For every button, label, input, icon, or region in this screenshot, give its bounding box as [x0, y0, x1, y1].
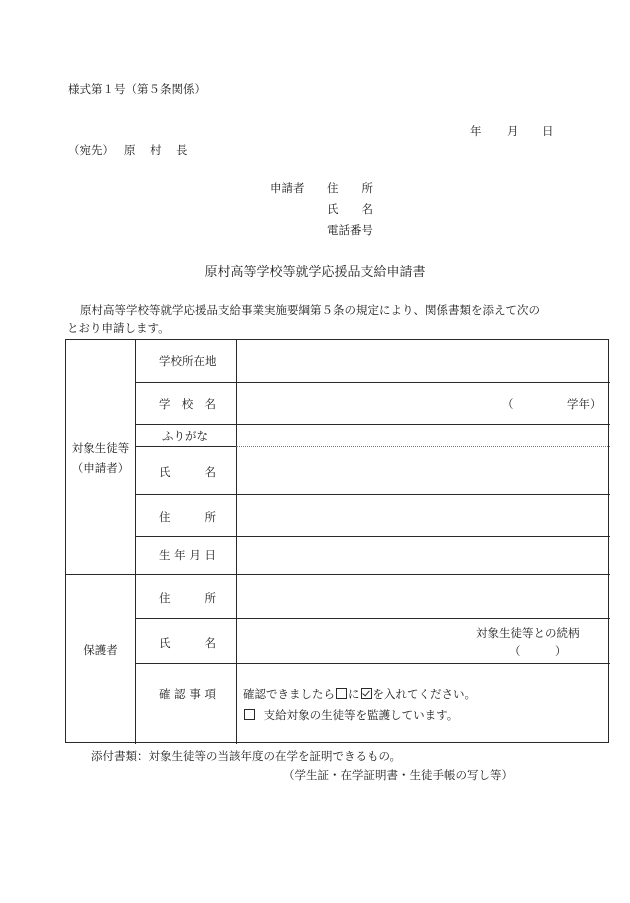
applicant-address-label: 住 所: [327, 181, 373, 195]
addressee-prefix: （宛先）: [68, 143, 114, 157]
furigana-field[interactable]: [237, 425, 609, 445]
student-address-label: 住 所: [159, 510, 216, 524]
checkbox-empty-icon: [336, 688, 347, 699]
guardian-address-label: 住 所: [159, 591, 216, 605]
addressee-char-3: 長: [176, 143, 188, 157]
confirm-label: 確 認 事 項: [159, 687, 216, 701]
applicant-name-label: 氏 名: [327, 202, 373, 216]
guardianship-checkbox[interactable]: [244, 709, 255, 720]
form-number: 様式第１号（第５条関係）: [68, 82, 206, 96]
grade-open-paren: （: [502, 397, 514, 411]
relationship-field[interactable]: （ ）: [509, 644, 567, 658]
confirm-guardianship-item: 支給対象の生徒等を監護しています。: [243, 707, 458, 723]
student-section-label: 対象生徒等 （申請者）: [71, 441, 130, 475]
addressee-char-2: 村: [150, 143, 162, 157]
guardian-name-field[interactable]: [237, 619, 507, 662]
intro-line-2: とおり申請します。: [67, 321, 170, 335]
birthdate-field[interactable]: [237, 537, 609, 573]
applicant-label: 申請者: [270, 181, 305, 195]
document-title: 原村高等学校等就学応援品支給申請書: [204, 265, 426, 280]
intro-line-1: 原村高等学校等就学応援品支給事業実施要綱第５条の規定により、関係書類を添えて次の: [80, 303, 540, 317]
school-name-label: 学 校 名: [159, 397, 216, 411]
addressee-char-1: 原: [124, 143, 136, 157]
attachment-note: 添付書類：対象生徒等の当該年度の在学を証明できるもの。: [91, 749, 402, 763]
birthdate-label: 生 年 月 日: [159, 548, 216, 562]
guardian-section-label: 保護者: [83, 643, 118, 657]
student-name-label: 氏 名: [159, 465, 216, 479]
applicant-phone-label: 電話番号: [327, 223, 373, 237]
school-address-label: 学校所在地: [159, 354, 217, 368]
attachment-examples: （学生証・在学証明書・生徒手帳の写し等）: [283, 768, 513, 782]
guardian-name-label: 氏 名: [159, 636, 216, 650]
relationship-label: 対象生徒等との続柄: [476, 626, 580, 640]
school-name-field[interactable]: [237, 383, 609, 423]
school-address-field[interactable]: [237, 341, 609, 381]
student-address-field[interactable]: [237, 495, 609, 535]
date-day: 日: [542, 124, 554, 138]
guardian-address-field[interactable]: [237, 575, 609, 617]
checkbox-checked-icon: [361, 688, 372, 699]
grade-label: 学年）: [567, 397, 602, 411]
confirm-instruction: 確認できましたら に を入れてください。: [243, 687, 476, 701]
application-table: [65, 339, 609, 743]
date-month: 月: [507, 124, 519, 138]
furigana-label: ふりがな: [162, 429, 208, 443]
addressee: [68, 142, 188, 158]
date-year: 年: [470, 124, 482, 138]
student-name-field[interactable]: [237, 447, 609, 493]
